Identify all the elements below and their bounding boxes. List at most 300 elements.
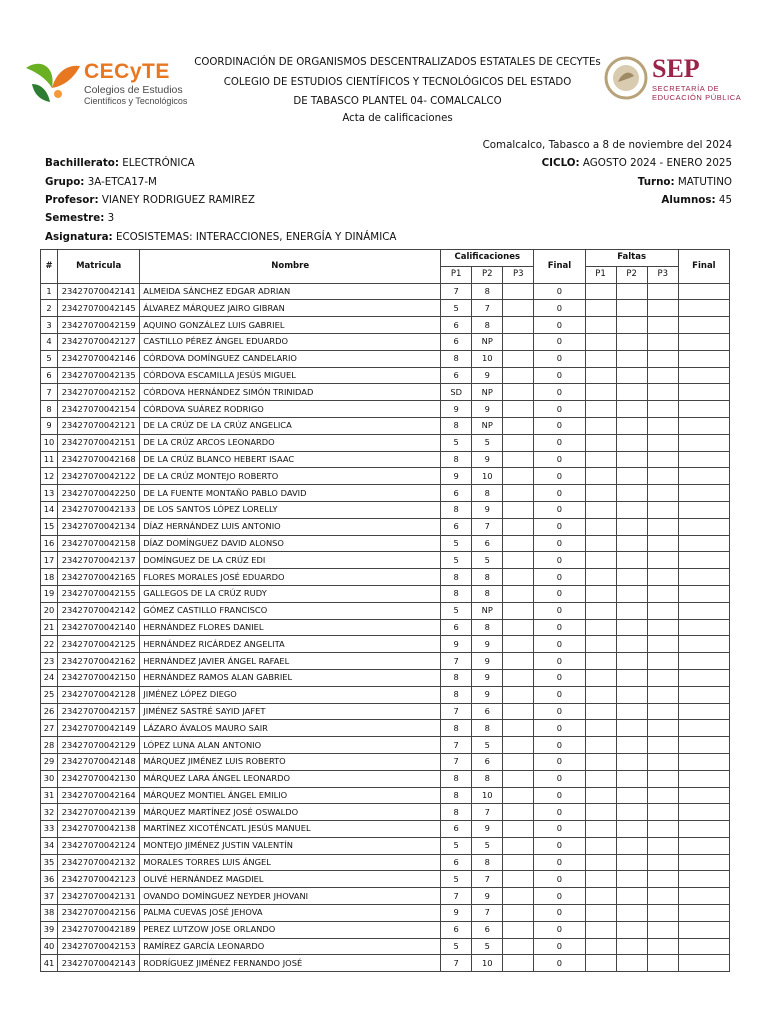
cell-faltas-p2 xyxy=(616,501,647,518)
col-header-faltas-p2: P2 xyxy=(616,266,647,283)
ciclo-value: AGOSTO 2024 - ENERO 2025 xyxy=(582,157,732,169)
cell-matricula: 23427070042128 xyxy=(58,686,140,703)
cell-faltas-p2 xyxy=(616,753,647,770)
cell-num: 13 xyxy=(41,485,58,502)
cell-cal-p2: 5 xyxy=(472,552,503,569)
cell-num: 8 xyxy=(41,401,58,418)
cell-faltas-p3 xyxy=(647,938,678,955)
cell-faltas-p1 xyxy=(585,300,616,317)
cell-final: 0 xyxy=(534,518,585,535)
table-row xyxy=(41,821,730,838)
cell-cal-p3 xyxy=(503,955,534,972)
cell-faltas-final xyxy=(678,737,729,754)
cell-faltas-p3 xyxy=(647,619,678,636)
cell-final: 0 xyxy=(534,350,585,367)
cell-faltas-final xyxy=(678,501,729,518)
cell-faltas-final xyxy=(678,720,729,737)
place-date: Comalcalco, Tabasco a 8 de noviembre del 2024 xyxy=(482,139,732,151)
cell-faltas-p3 xyxy=(647,669,678,686)
col-header-cal-p1: P1 xyxy=(441,266,472,283)
cell-faltas-p1 xyxy=(585,703,616,720)
cell-faltas-p3 xyxy=(647,636,678,653)
cell-cal-p3 xyxy=(503,585,534,602)
table-row xyxy=(41,350,730,367)
cell-cal-p3 xyxy=(503,888,534,905)
table-row xyxy=(41,333,730,350)
cell-cal-p2: 10 xyxy=(472,350,503,367)
cell-faltas-p2 xyxy=(616,602,647,619)
bachillerato-label: Bachillerato: xyxy=(45,157,119,169)
cell-matricula: 23427070042130 xyxy=(58,770,140,787)
cell-num: 29 xyxy=(41,753,58,770)
table-row xyxy=(41,619,730,636)
table-row xyxy=(41,720,730,737)
cell-faltas-p1 xyxy=(585,451,616,468)
cell-cal-p2: 9 xyxy=(472,888,503,905)
cell-nombre: DOMÍNGUEZ DE LA CRÚZ EDI xyxy=(140,552,441,569)
cell-matricula: 23427070042148 xyxy=(58,753,140,770)
cell-faltas-p3 xyxy=(647,955,678,972)
cell-nombre: CÓRDOVA SUÁREZ RODRIGO xyxy=(140,401,441,418)
cell-cal-p1: 7 xyxy=(441,888,472,905)
cell-cal-p3 xyxy=(503,501,534,518)
cell-faltas-p1 xyxy=(585,770,616,787)
cell-nombre: MARTÍNEZ XICOTÉNCATL JESÚS MANUEL xyxy=(140,821,441,838)
cell-cal-p3 xyxy=(503,837,534,854)
cell-faltas-p3 xyxy=(647,317,678,334)
cell-cal-p1: 5 xyxy=(441,434,472,451)
cell-final: 0 xyxy=(534,501,585,518)
cell-faltas-final xyxy=(678,619,729,636)
table-row xyxy=(41,485,730,502)
cell-faltas-p2 xyxy=(616,317,647,334)
cell-cal-p2: 8 xyxy=(472,720,503,737)
cell-matricula: 23427070042133 xyxy=(58,501,140,518)
table-row xyxy=(41,417,730,434)
cell-final: 0 xyxy=(534,384,585,401)
cell-num: 6 xyxy=(41,367,58,384)
cell-faltas-p2 xyxy=(616,384,647,401)
cell-cal-p2: 10 xyxy=(472,787,503,804)
cell-num: 4 xyxy=(41,333,58,350)
sep-logo xyxy=(604,54,744,104)
cell-cal-p2: 5 xyxy=(472,434,503,451)
cell-faltas-final xyxy=(678,753,729,770)
cell-num: 3 xyxy=(41,317,58,334)
cell-cal-p1: 9 xyxy=(441,636,472,653)
cell-nombre: OVANDO DOMÍNGUEZ NEYDER JHOVANI xyxy=(140,888,441,905)
cell-faltas-p1 xyxy=(585,350,616,367)
cell-faltas-p1 xyxy=(585,804,616,821)
cell-faltas-p3 xyxy=(647,921,678,938)
cell-cal-p1: 5 xyxy=(441,602,472,619)
cell-num: 34 xyxy=(41,837,58,854)
table-row xyxy=(41,653,730,670)
cell-final: 0 xyxy=(534,401,585,418)
cell-num: 20 xyxy=(41,602,58,619)
cell-cal-p2: NP xyxy=(472,384,503,401)
cell-cal-p2: 8 xyxy=(472,485,503,502)
cell-cal-p2: 6 xyxy=(472,753,503,770)
cell-faltas-final xyxy=(678,770,729,787)
table-row xyxy=(41,468,730,485)
cell-cal-p3 xyxy=(503,737,534,754)
cell-cal-p2: 6 xyxy=(472,535,503,552)
cell-cal-p2: 6 xyxy=(472,703,503,720)
cell-nombre: DÍAZ HERNÁNDEZ LUIS ANTONIO xyxy=(140,518,441,535)
cell-faltas-final xyxy=(678,669,729,686)
mexico-seal-icon xyxy=(604,54,648,102)
cell-cal-p1: 8 xyxy=(441,669,472,686)
cell-cal-p1: 9 xyxy=(441,401,472,418)
cell-matricula: 23427070042154 xyxy=(58,401,140,418)
cell-nombre: DE LA CRÚZ MONTEJO ROBERTO xyxy=(140,468,441,485)
cell-cal-p1: 7 xyxy=(441,283,472,300)
cell-final: 0 xyxy=(534,585,585,602)
cell-matricula: 23427070042138 xyxy=(58,821,140,838)
cell-faltas-p1 xyxy=(585,686,616,703)
cell-faltas-p2 xyxy=(616,703,647,720)
cell-faltas-p3 xyxy=(647,770,678,787)
cell-nombre: LÓPEZ LUNA ALAN ANTONIO xyxy=(140,737,441,754)
cell-faltas-p3 xyxy=(647,602,678,619)
sep-brand: SEP xyxy=(652,54,700,83)
cell-faltas-final xyxy=(678,367,729,384)
cell-faltas-p2 xyxy=(616,938,647,955)
cell-faltas-final xyxy=(678,653,729,670)
cell-faltas-final xyxy=(678,417,729,434)
cell-cal-p3 xyxy=(503,535,534,552)
cell-faltas-p2 xyxy=(616,720,647,737)
cell-cal-p1: 5 xyxy=(441,837,472,854)
cell-faltas-p1 xyxy=(585,401,616,418)
cell-nombre: MÁRQUEZ MARTÍNEZ JOSÉ OSWALDO xyxy=(140,804,441,821)
cell-cal-p1: 5 xyxy=(441,938,472,955)
cell-num: 41 xyxy=(41,955,58,972)
cell-faltas-p3 xyxy=(647,585,678,602)
cell-cal-p3 xyxy=(503,417,534,434)
cell-faltas-p1 xyxy=(585,384,616,401)
ciclo-label: CICLO: xyxy=(541,157,580,169)
table-row xyxy=(41,804,730,821)
cell-faltas-p2 xyxy=(616,653,647,670)
cell-faltas-p3 xyxy=(647,552,678,569)
cell-matricula: 23427070042134 xyxy=(58,518,140,535)
table-row xyxy=(41,686,730,703)
cell-cal-p1: 8 xyxy=(441,451,472,468)
cell-num: 7 xyxy=(41,384,58,401)
cell-final: 0 xyxy=(534,703,585,720)
col-header-num: # xyxy=(41,250,58,284)
semestre-value: 3 xyxy=(107,212,115,224)
cell-nombre: HERNÁNDEZ JAVIER ÁNGEL RAFAEL xyxy=(140,653,441,670)
asignatura-value: ECOSISTEMAS: INTERACCIONES, ENERGÍA Y DINÁMICA xyxy=(115,231,397,243)
cell-cal-p3 xyxy=(503,518,534,535)
cell-cal-p1: 6 xyxy=(441,518,472,535)
turno-value: MATUTINO xyxy=(677,176,732,188)
cell-faltas-p2 xyxy=(616,619,647,636)
cell-faltas-final xyxy=(678,921,729,938)
cell-matricula: 23427070042123 xyxy=(58,871,140,888)
cell-final: 0 xyxy=(534,787,585,804)
cell-faltas-final xyxy=(678,485,729,502)
cell-faltas-p2 xyxy=(616,770,647,787)
cell-final: 0 xyxy=(534,602,585,619)
table-row xyxy=(41,451,730,468)
cell-faltas-p2 xyxy=(616,905,647,922)
cell-num: 19 xyxy=(41,585,58,602)
cell-matricula: 23427070042150 xyxy=(58,669,140,686)
cell-faltas-p3 xyxy=(647,434,678,451)
cell-matricula: 23427070042146 xyxy=(58,350,140,367)
cell-faltas-p3 xyxy=(647,720,678,737)
cell-nombre: HERNÁNDEZ FLORES DANIEL xyxy=(140,619,441,636)
cell-cal-p1: 5 xyxy=(441,552,472,569)
cell-faltas-p2 xyxy=(616,669,647,686)
cell-cal-p1: 7 xyxy=(441,653,472,670)
table-row xyxy=(41,737,730,754)
cell-matricula: 23427070042143 xyxy=(58,955,140,972)
cell-faltas-p3 xyxy=(647,753,678,770)
cell-cal-p3 xyxy=(503,333,534,350)
cell-faltas-p3 xyxy=(647,367,678,384)
cell-faltas-p2 xyxy=(616,871,647,888)
cell-cal-p2: 7 xyxy=(472,300,503,317)
cell-num: 35 xyxy=(41,854,58,871)
bachillerato-field xyxy=(45,157,195,169)
cell-matricula: 23427070042162 xyxy=(58,653,140,670)
cell-final: 0 xyxy=(534,686,585,703)
cell-num: 37 xyxy=(41,888,58,905)
cell-cal-p3 xyxy=(503,300,534,317)
cell-cal-p1: 6 xyxy=(441,333,472,350)
cell-nombre: DE LA CRÚZ DE LA CRÚZ ANGELICA xyxy=(140,417,441,434)
cell-matricula: 23427070042151 xyxy=(58,434,140,451)
cell-cal-p3 xyxy=(503,905,534,922)
cell-faltas-p2 xyxy=(616,686,647,703)
cell-faltas-p3 xyxy=(647,401,678,418)
cell-faltas-final xyxy=(678,703,729,720)
cell-faltas-p3 xyxy=(647,905,678,922)
cell-nombre: LÁZARO ÁVALOS MAURO SAIR xyxy=(140,720,441,737)
cell-faltas-p2 xyxy=(616,350,647,367)
profesor-label: Profesor: xyxy=(45,194,99,206)
cell-faltas-p2 xyxy=(616,468,647,485)
cell-cal-p1: 9 xyxy=(441,468,472,485)
cell-final: 0 xyxy=(534,804,585,821)
cell-faltas-p1 xyxy=(585,417,616,434)
cell-final: 0 xyxy=(534,636,585,653)
col-header-nombre: Nombre xyxy=(140,250,441,284)
cell-matricula: 23427070042122 xyxy=(58,468,140,485)
cell-faltas-p3 xyxy=(647,283,678,300)
cell-num: 21 xyxy=(41,619,58,636)
asignatura-label: Asignatura: xyxy=(45,231,113,243)
col-header-faltas-p1: P1 xyxy=(585,266,616,283)
cell-final: 0 xyxy=(534,485,585,502)
ciclo-field xyxy=(542,157,732,169)
cell-faltas-p2 xyxy=(616,636,647,653)
turno-label: Turno: xyxy=(637,176,675,188)
cell-faltas-p1 xyxy=(585,333,616,350)
cell-faltas-p2 xyxy=(616,434,647,451)
cell-cal-p1: 8 xyxy=(441,501,472,518)
cell-faltas-p1 xyxy=(585,485,616,502)
cell-cal-p2: 5 xyxy=(472,837,503,854)
cell-nombre: DE LA CRÚZ BLANCO HEBERT ISAAC xyxy=(140,451,441,468)
cell-matricula: 23427070042135 xyxy=(58,367,140,384)
cell-faltas-p3 xyxy=(647,871,678,888)
cell-num: 2 xyxy=(41,300,58,317)
table-row xyxy=(41,921,730,938)
table-row xyxy=(41,854,730,871)
cell-final: 0 xyxy=(534,821,585,838)
cell-cal-p3 xyxy=(503,669,534,686)
cell-faltas-p3 xyxy=(647,518,678,535)
cell-nombre: JIMÉNEZ LÓPEZ DIEGO xyxy=(140,686,441,703)
cell-matricula: 23427070042189 xyxy=(58,921,140,938)
cell-matricula: 23427070042145 xyxy=(58,300,140,317)
cell-faltas-p1 xyxy=(585,787,616,804)
col-header-final: Final xyxy=(534,250,585,284)
cell-faltas-final xyxy=(678,333,729,350)
cell-num: 17 xyxy=(41,552,58,569)
cell-faltas-p3 xyxy=(647,888,678,905)
cell-faltas-p2 xyxy=(616,333,647,350)
cell-faltas-p1 xyxy=(585,552,616,569)
table-row xyxy=(41,535,730,552)
cell-faltas-final xyxy=(678,871,729,888)
cell-nombre: MÁRQUEZ LARA ÁNGEL LEONARDO xyxy=(140,770,441,787)
cell-faltas-p1 xyxy=(585,871,616,888)
cell-matricula: 23427070042124 xyxy=(58,837,140,854)
cell-cal-p1: 6 xyxy=(441,619,472,636)
cell-faltas-p3 xyxy=(647,451,678,468)
cell-faltas-p1 xyxy=(585,720,616,737)
cell-cal-p1: 5 xyxy=(441,871,472,888)
cell-cal-p2: 7 xyxy=(472,804,503,821)
table-row xyxy=(41,367,730,384)
cell-cal-p3 xyxy=(503,653,534,670)
cell-num: 25 xyxy=(41,686,58,703)
col-header-cal-p2: P2 xyxy=(472,266,503,283)
cell-matricula: 23427070042153 xyxy=(58,938,140,955)
cell-num: 1 xyxy=(41,283,58,300)
cell-nombre: HERNÁNDEZ RAMOS ALAN GABRIEL xyxy=(140,669,441,686)
cell-cal-p2: 8 xyxy=(472,317,503,334)
cell-num: 26 xyxy=(41,703,58,720)
cell-faltas-p3 xyxy=(647,686,678,703)
col-header-faltas-p3: P3 xyxy=(647,266,678,283)
cell-cal-p3 xyxy=(503,602,534,619)
cell-cal-p3 xyxy=(503,921,534,938)
cell-faltas-p1 xyxy=(585,921,616,938)
cell-faltas-p1 xyxy=(585,854,616,871)
cell-cal-p3 xyxy=(503,770,534,787)
cell-cal-p1: 6 xyxy=(441,485,472,502)
cell-cal-p3 xyxy=(503,401,534,418)
asignatura-field xyxy=(45,231,396,243)
cell-cal-p3 xyxy=(503,787,534,804)
cell-faltas-p1 xyxy=(585,619,616,636)
cell-cal-p3 xyxy=(503,283,534,300)
cell-faltas-p2 xyxy=(616,955,647,972)
semestre-label: Semestre: xyxy=(45,212,105,224)
cell-final: 0 xyxy=(534,921,585,938)
cell-num: 40 xyxy=(41,938,58,955)
cell-matricula: 23427070042250 xyxy=(58,485,140,502)
cell-faltas-p2 xyxy=(616,854,647,871)
table-row xyxy=(41,905,730,922)
cell-faltas-p3 xyxy=(647,821,678,838)
cell-cal-p2: 9 xyxy=(472,686,503,703)
cell-faltas-final xyxy=(678,468,729,485)
cell-cal-p1: 5 xyxy=(441,535,472,552)
cell-cal-p2: 7 xyxy=(472,871,503,888)
table-row xyxy=(41,602,730,619)
cell-faltas-final xyxy=(678,317,729,334)
cell-faltas-p1 xyxy=(585,585,616,602)
grupo-label: Grupo: xyxy=(45,176,85,188)
cell-faltas-p2 xyxy=(616,552,647,569)
col-header-cal-p3: P3 xyxy=(503,266,534,283)
cell-cal-p3 xyxy=(503,821,534,838)
table-row xyxy=(41,770,730,787)
cell-faltas-p1 xyxy=(585,535,616,552)
cecyte-subtitle-2: Científicos y Tecnológicos xyxy=(84,96,188,106)
cell-cal-p1: 8 xyxy=(441,585,472,602)
cell-cal-p3 xyxy=(503,854,534,871)
cell-faltas-p1 xyxy=(585,669,616,686)
cell-nombre: ALMEIDA SÁNCHEZ EDGAR ADRIAN xyxy=(140,283,441,300)
cell-faltas-final xyxy=(678,518,729,535)
cell-faltas-final xyxy=(678,300,729,317)
cecyte-logo xyxy=(22,54,188,106)
cell-faltas-final xyxy=(678,569,729,586)
cell-matricula: 23427070042149 xyxy=(58,720,140,737)
cell-faltas-p1 xyxy=(585,518,616,535)
cecyte-leaf-icon xyxy=(22,54,82,106)
profesor-value: VIANEY RODRIGUEZ RAMIREZ xyxy=(101,194,255,206)
cell-faltas-p3 xyxy=(647,854,678,871)
cell-final: 0 xyxy=(534,434,585,451)
cell-cal-p1: 6 xyxy=(441,921,472,938)
cell-matricula: 23427070042127 xyxy=(58,333,140,350)
cell-faltas-final xyxy=(678,401,729,418)
cell-faltas-p1 xyxy=(585,821,616,838)
cell-faltas-p1 xyxy=(585,905,616,922)
cell-matricula: 23427070042142 xyxy=(58,602,140,619)
cell-faltas-final xyxy=(678,552,729,569)
cell-final: 0 xyxy=(534,753,585,770)
col-header-calificaciones: Calificaciones xyxy=(441,250,534,267)
table-row xyxy=(41,569,730,586)
col-header-faltas: Faltas xyxy=(585,250,678,267)
cell-faltas-p1 xyxy=(585,283,616,300)
table-row xyxy=(41,787,730,804)
cell-num: 9 xyxy=(41,417,58,434)
cell-num: 24 xyxy=(41,669,58,686)
cell-faltas-p3 xyxy=(647,837,678,854)
cell-faltas-p1 xyxy=(585,317,616,334)
cell-matricula: 23427070042168 xyxy=(58,451,140,468)
table-row xyxy=(41,938,730,955)
cell-cal-p1: 8 xyxy=(441,770,472,787)
cell-faltas-p2 xyxy=(616,837,647,854)
cell-faltas-final xyxy=(678,350,729,367)
cell-faltas-p3 xyxy=(647,350,678,367)
cell-cal-p2: 8 xyxy=(472,770,503,787)
